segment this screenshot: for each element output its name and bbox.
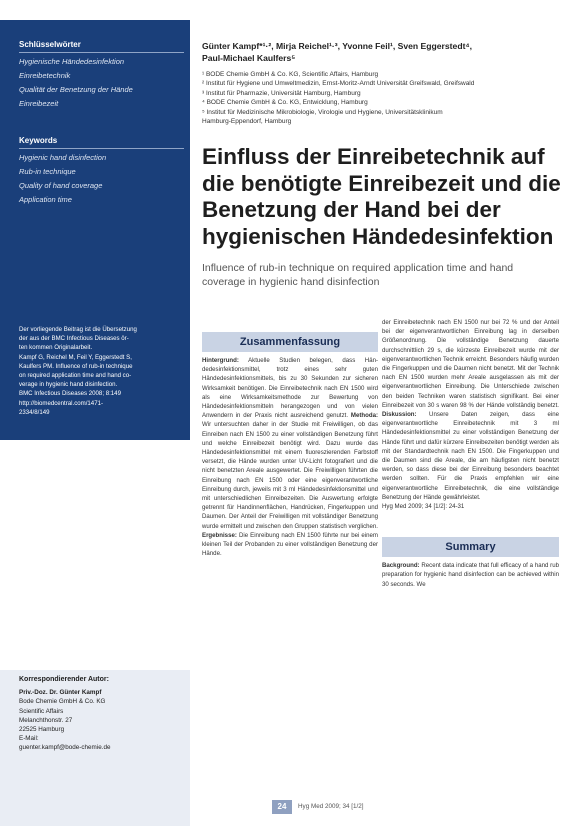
address-line: Bode Chemie GmbH & Co. KG <box>19 698 106 706</box>
journal-reference: Hyg Med 2009; 34 [1/2] <box>298 803 364 810</box>
keyword: Qualität der Benetzung der Hände <box>19 85 133 94</box>
abstract-column-right <box>382 318 559 589</box>
correspondence-name: Priv.-Doz. Dr. Günter Kampf <box>19 689 102 697</box>
article-title: Einfluss der Einreibetechnik auf die benötigte Einreibezeit und die Benetzung der Hand bei der hygienischen Händedesinfektion <box>202 144 561 249</box>
citation-line: ten kommen Originalarbeit. <box>19 344 93 352</box>
abstract-text-continued <box>382 318 559 511</box>
text-discussion: Unsere Daten zeigen, dass eine eigenverantwortliche Einreibetechnik mit 3 ml Händedesinfektionsmittel zu einer vollständigen Benetzung der Hände führt und dafür kürzere Einreibezeiten benötigt werden als mit der Standardtechnik nach EN 1500. Die Fingerkuppen und die Daumen sind die Areale, die am häufigsten nicht benetzt werden, so dass diese bei der Einreibung besonders beachtet werden sollten. Für die Praxis empfehlen wir eine eigenverantwortliche Einreibetechnik, die eine vollständige Benetzung der Hände gewährleistet. <box>382 411 559 501</box>
affiliation: ⁴ BODE Chemie GmbH & Co. KG, Entwicklung, Hamburg <box>202 99 368 107</box>
keywords-de-list <box>19 55 133 111</box>
affiliation: ³ Institut für Pharmazie, Universität Hamburg, Hamburg <box>202 89 361 97</box>
citation-line: 2334/8/149 <box>19 408 50 416</box>
abstract-heading: Zusammenfassung <box>202 332 378 352</box>
article-subtitle-en: Influence of rub-in technique on required application time and hand coverage in hygienic hand disinfection <box>202 262 514 288</box>
keyword: Hygienic hand disinfection <box>19 153 107 162</box>
summary-heading: Summary <box>382 537 559 557</box>
correspondence <box>19 675 184 753</box>
label-discussion: Diskussion: <box>382 411 417 419</box>
address-line: Scientific Affairs <box>19 707 64 715</box>
label-methods: Methoda: <box>350 412 378 420</box>
affiliation: ⁵ Institut für Medizinische Mikrobiologie, Virologie und Hygiene, Universitätsklinikum <box>202 108 443 116</box>
email-label: E-Mail: <box>19 735 39 743</box>
label-results: Ergebnisse: <box>202 531 237 539</box>
address-line: Melanchthonstr. 27 <box>19 716 73 724</box>
keyword: Application time <box>19 195 72 204</box>
text-results: Die Einreibung nach EN 1500 führte nur bei einem kleinen Teil der Probanden zu einer vollständigen Benetzung der Hände. <box>202 531 378 558</box>
citation-note <box>19 325 184 417</box>
keywords-en-list <box>19 151 106 207</box>
page-number: 24 <box>272 800 292 814</box>
summary-text <box>382 561 559 589</box>
citation-line: Der vorliegende Beitrag ist die Übersetzung <box>19 326 137 333</box>
author-list <box>202 40 547 64</box>
affiliation: Hamburg-Eppendorf, Hamburg <box>202 118 292 126</box>
keywords-en-heading: Keywords <box>19 136 58 145</box>
keyword: Einreibetechnik <box>19 71 71 80</box>
citation-line: verage in hygienic hand disinfection. <box>19 381 118 389</box>
citation-line: BMC Infectious Diseases 2008; 8:149 <box>19 390 121 398</box>
address-line: 22525 Hamburg <box>19 726 65 734</box>
citation-line: on required application time and hand co- <box>19 372 132 380</box>
correspondence-heading: Korrespondierender Autor: <box>19 676 109 683</box>
citation-line: Kampf G, Reichel M, Feil Y, Eggerstedt S, <box>19 353 132 361</box>
text-results-cont: der Einreibetechnik nach EN 1500 nur bei 72 % und der Anteil bei der eigenverantwortlichen Einreibung lag in derselben Größenordnung. Die vollständige Benetzung dauerte durchschnittlich 29 s, die kürzeste Einreibezeit wurde mit der eigenverantwortlichen Technik erreicht. Besonders häufig wurden die Fingerkuppen und die Daumen nicht benetzt. Mit der Technik nach EN 1500 wurden mehr Areale ausgelassen als mit der eigenverantwortlichen Einreibung. Die Unterschiede zwischen den beiden Techniken waren statistisch signifikant. Bei einer Einreibezeit von 30 s waren 98 % der Hände vollständig benetzt. <box>382 319 559 409</box>
abstract-column-left <box>202 332 378 558</box>
citation-link[interactable]: http://biomedcentral.com/1471- <box>19 399 104 407</box>
label-background: Hintergrund: <box>202 357 239 364</box>
email-link[interactable]: guenter.kampf@bode-chemie.de <box>19 744 111 752</box>
affiliation: ² Institut für Hygiene und Umweltmedizin, Ernst-Moritz-Arndt Universität Greifswald, Greifswald <box>202 80 475 88</box>
divider <box>19 148 184 149</box>
label-background-en: Background: <box>382 562 420 570</box>
abstract-text <box>202 356 378 558</box>
citation-line: Kaulfers PM. Influence of rub-in technique <box>19 362 133 370</box>
sidebar <box>0 0 192 826</box>
text-background-en: Recent data indicate that full efficacy of a hand rub preparation for hygienic hand disinfection can be achieved within 30 seconds. We <box>382 562 559 588</box>
author-line: Paul-Michael Kaulfers⁵ <box>202 53 296 63</box>
keyword: Hygienische Händedesinfektion <box>19 57 125 66</box>
citation-line: der aus der BMC Infectious Diseases ör- <box>19 335 129 343</box>
text-background: Aktuelle Studien belegen, dass Hän-dedesinfektionsmittel, trotz eines sehr guten Händedesinfektionsmittels, bis zu 30 Sekunden zur sicheren Wirksamkeit benötigen. Die Einreibetechnik nach EN 1500 wird als eine Wirksamkeitsmethode zur Bewertung von Händedesinfektionsmitteln herangezogen und von vielen Anwendern in der Praxis nicht ausreichend genutzt. <box>202 357 378 420</box>
affiliation: ¹ BODE Chemie GmbH & Co. KG, Scientific Affairs, Hamburg <box>202 71 379 78</box>
abstract-citation: Hyg Med 2009; 34 [1/2]: 24-31 <box>382 503 465 511</box>
author-line: Günter Kampf*¹·², Mirja Reichel¹·³, Yvonne Feil¹, Sven Eggerstedt⁴, <box>202 41 473 51</box>
keyword: Quality of hand coverage <box>19 181 103 190</box>
keyword: Rub-in technique <box>19 167 76 176</box>
text-methods: Wir untersuchten daher in der Studie mit Freiwilligen, ob das Einreiben nach EN 1500 zu einer vollständigen Benetzung führt und welche Einreibezeit benötigt wird. Dazu wurde das Händedesinfektionsmittel mit einem fluoreszierenden Farbstoff versetzt, die Hände wurden unter UV-Licht fotografiert und die nicht benetzten Areale ausgewertet. Die Freiwilligen führten die Einreibung nach EN 1500 oder eine eigenverantwortliche Einreibung durch, jeweils mit 3 ml Händedesinfektionsmittel und mit unterschiedlichen Einreibezeiten. Die Auswertung erfolgte getrennt für Handinnenflächen, Handrücken, Fingerkuppen und Daumen. Der Anteil der Freiwilligen mit vollständiger Benetzung wurde ermittelt und zwischen den Gruppen statistisch verglichen. <box>202 421 378 530</box>
keyword: Einreibezeit <box>19 99 59 108</box>
divider <box>19 52 184 53</box>
keywords-de-heading: Schlüsselwörter <box>19 40 81 49</box>
affiliations <box>202 70 547 126</box>
